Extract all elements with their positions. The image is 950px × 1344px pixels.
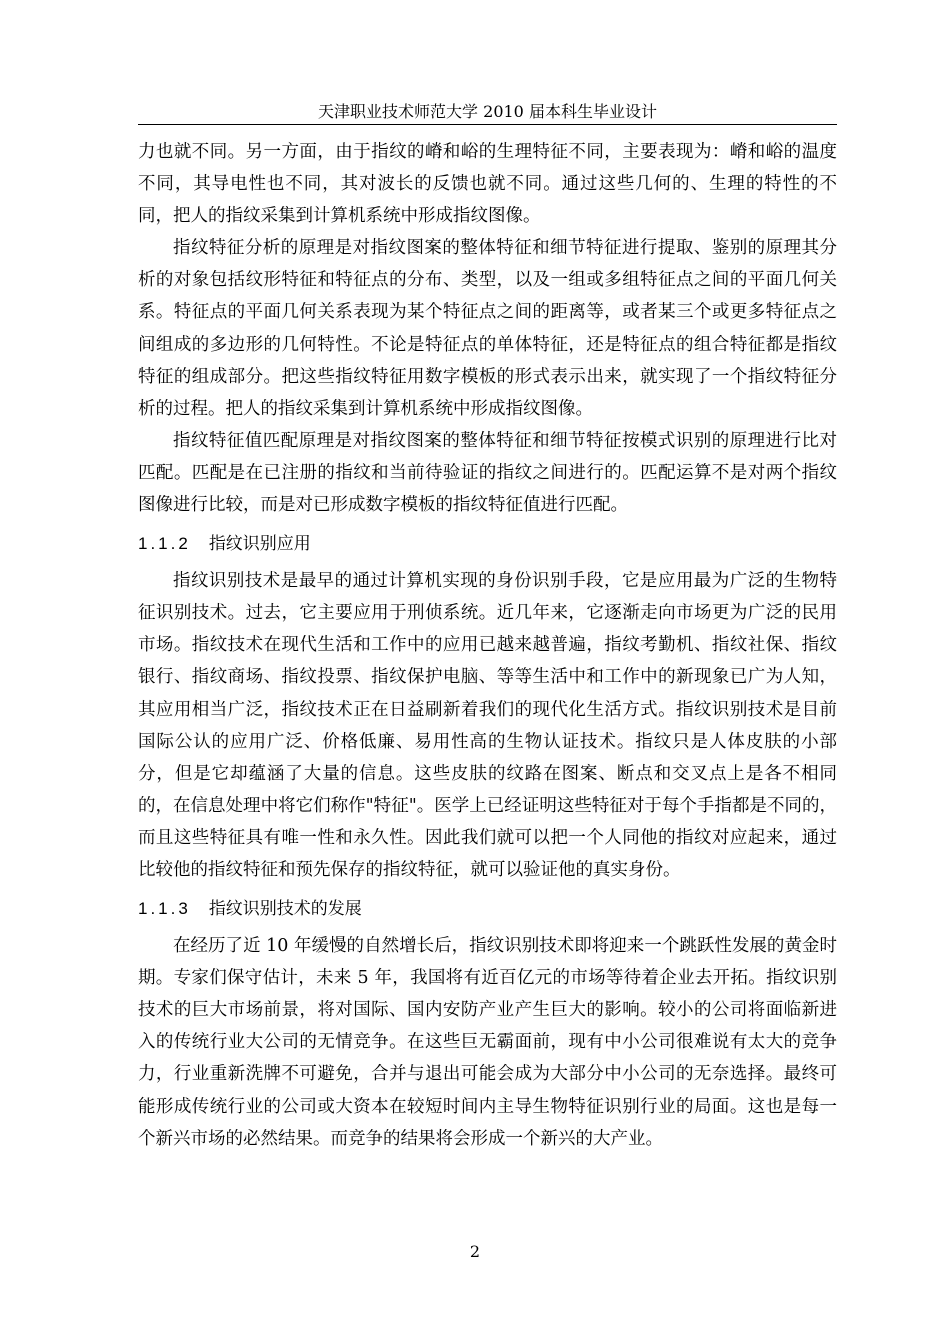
page-header: 天津职业技术师范大学 2010 届本科生毕业设计 [138, 100, 837, 125]
section-title: 指纹识别技术的发展 [208, 899, 362, 920]
document-body [138, 136, 837, 1155]
paragraph-fingerprint-development: 在经历了近 10 年缓慢的自然增长后，指纹识别技术即将迎来一个跳跃性发展的黄金时期。专家们保守估计，未来 5 年，我国将有近百亿元的市场等待着企业去开拓。指纹识别技术的巨大市场前景，将对国际、国内安防产业产生巨大的影响。较小的公司将面临新进入的传统行业大公司的无情竞争。在这些巨无霸面前，现有中小公司很难说有太大的竞争力，行业重新洗牌不可避免，合并与退出可能会成为大部分中小公司的无奈选择。最终可能形成传统行业的公司或大资本在较短时间内主导生物特征识别行业的局面。这也是每一个新兴市场的必然结果。而竞争的结果将会形成一个新兴的大产业。 [138, 936, 837, 1149]
paragraph-feature-matching: 指纹特征值匹配原理是对指纹图案的整体特征和细节特征按模式识别的原理进行比对匹配。匹配是在已注册的指纹和当前待验证的指纹之间进行的。匹配运算不是对两个指纹图像进行比较，而是对已形成数字模板的指纹特征值进行匹配。 [138, 430, 837, 516]
paragraph-fingerprint-applications: 指纹识别技术是最早的通过计算机实现的身份识别手段，它是应用最为广泛的生物特征识别技术。过去，它主要应用于刑侦系统。近几年来，它逐渐走向市场更为广泛的民用市场。指纹技术在现代生活和工作中的应用已越来越普遍，指纹考勤机、指纹社保、指纹银行、指纹商场、指纹投票、指纹保护电脑、等等生活中和工作中的新现象已广为人知，其应用相当广泛，指纹技术正在日益刷新着我们的现代化生活方式。指纹识别技术是目前国际公认的应用广泛、价格低廉、易用性高的生物认证技术。指纹只是人体皮肤的小部分，但是它却蕴涵了大量的信息。这些皮肤的纹路在图案、断点和交叉点上是各不相同的，在信息处理中将它们称作"特征"。医学上已经证明这些特征对于每个手指都是不同的，而且这些特征具有唯一性和永久性。因此我们就可以把一个人同他的指纹对应起来，通过比较他的指纹特征和预先保存的指纹特征，就可以验证他的真实身份。 [138, 571, 837, 880]
paragraph-continued: 力也就不同。另一方面，由于指纹的嵴和峪的生理特征不同，主要表现为：嵴和峪的温度不同，其导电性也不同，其对波长的反馈也就不同。通过这些几何的、生理的特性的不同，把人的指纹采集到计算机系统中形成指纹图像。 [138, 142, 837, 227]
page-number: 2 [469, 1242, 481, 1261]
section-number: 1.1.2 [138, 534, 191, 554]
section-heading-1-1-2 [138, 527, 837, 561]
paragraph-feature-analysis: 指纹特征分析的原理是对指纹图案的整体特征和细节特征进行提取、鉴别的原理其分析的对象包括纹形特征和特征点的分布、类型，以及一组或多组特征点之间的平面几何关系。特征点的平面几何关系表现为某个特征点之间的距离等，或者某三个或更多特征点之间组成的多边形的几何特性。不论是特征点的单体特征，还是特征点的组合特征都是指纹特征的组成部分。把这些指纹特征用数字模板的形式表示出来，就实现了一个指纹特征分析的过程。把人的指纹采集到计算机系统中形成指纹图像。 [138, 238, 837, 419]
section-heading-1-1-3 [138, 892, 837, 926]
section-title: 指纹识别应用 [208, 534, 311, 555]
section-number: 1.1.3 [138, 899, 191, 919]
